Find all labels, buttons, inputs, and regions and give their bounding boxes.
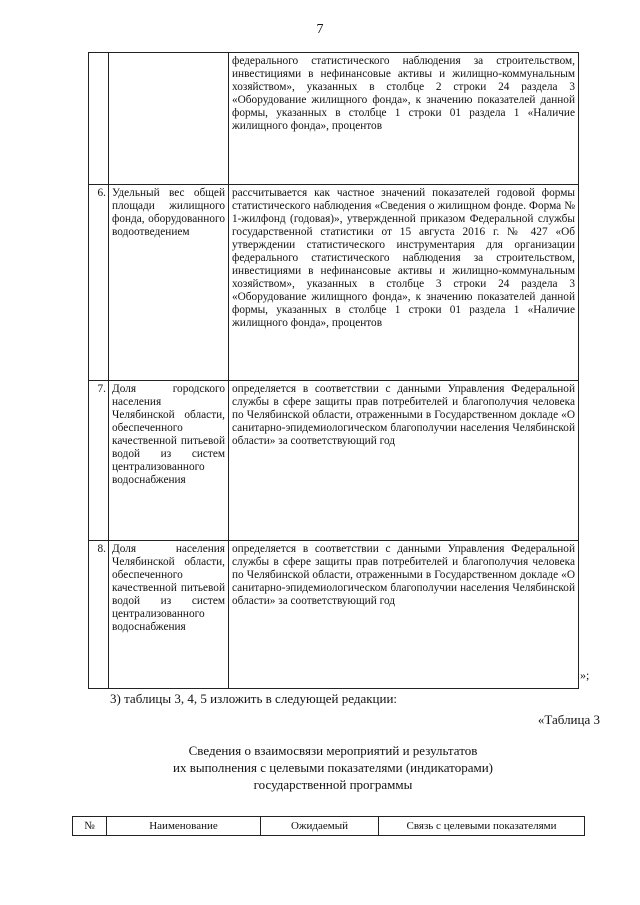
table-reference: «Таблица 3 bbox=[537, 712, 600, 727]
row-number bbox=[89, 53, 109, 185]
header-cell-name: Наименование bbox=[107, 817, 261, 836]
table-row bbox=[89, 381, 579, 541]
header-cell-number: № bbox=[73, 817, 107, 836]
section-title-line: государственной программы bbox=[253, 777, 413, 792]
section-title bbox=[88, 742, 578, 793]
table-row bbox=[89, 53, 579, 185]
indicator-description: федерального статистического наблюдения за строительством, инвестициями в нефинансовые активы и жилищно-коммунальным хозяйством», указанных в столбце 2 строки 24 раздела 3 «Оборудование жилищного фонда», к значению показателей данной формы, указанных в столбце 1 строки 01 раздела 1 «Наличие жилищного фонда», процентов bbox=[229, 53, 579, 185]
header-cell-link: Связь с целевыми показателями bbox=[379, 817, 585, 836]
section-title-line: их выполнения с целевыми показателями (индикаторами) bbox=[173, 760, 493, 775]
measures-table-header bbox=[72, 816, 585, 836]
amendment-instruction: 3) таблицы 3, 4, 5 изложить в следующей редакции: bbox=[110, 691, 398, 706]
section-title-line: Сведения о взаимосвязи мероприятий и результатов bbox=[188, 743, 478, 758]
header-cell-expected: Ожидаемый bbox=[261, 817, 379, 836]
indicator-description: определяется в соответствии с данными Управления Федеральной службы в сфере защиты прав потребителей и благополучия человека по Челябинской области, отраженными в Государственном докладе «О санитарно-эпидемиологическом благополучии населения Челябинской области» за соответствующий год bbox=[229, 381, 579, 541]
indicator-name bbox=[109, 53, 229, 185]
indicator-description: рассчитывается как частное значений показателей годовой формы статистического наблюдения «Сведения о жилищном фонде. Форма № 1-жилфонд (годовая)», утвержденной приказом Федеральной службы государственной статистики от 15 августа 2016 г. № 427 «Об утверждении статистического инструментария для организации федерального статистического наблюдения за строительством, инвестициями в нефинансовые активы и жилищно-коммунальным хозяйством», указанных в столбце 3 строки 24 раздела 3 «Оборудование жилищного фонда», к значению показателей данной формы, указанных в столбце 1 строки 01 раздела 1 «Наличие жилищного фонда», процентов bbox=[229, 185, 579, 381]
row-number: 7. bbox=[89, 381, 109, 541]
indicator-description: определяется в соответствии с данными Управления Федеральной службы в сфере защиты прав потребителей и благополучия человека по Челябинской области, отраженными в Государственном докладе «О санитарно-эпидемиологическом благополучии населения Челябинской области» за соответствующий год bbox=[229, 541, 579, 689]
row-number: 8. bbox=[89, 541, 109, 689]
table-row bbox=[89, 185, 579, 381]
table-row bbox=[89, 541, 579, 689]
indicator-name: Доля городского населения Челябинской области, обеспеченного качественной питьевой водой из систем централизованного водоснабжения bbox=[109, 381, 229, 541]
row-number: 6. bbox=[89, 185, 109, 381]
indicator-name: Удельный вес общей площади жилищного фонда, оборудованного водоотведением bbox=[109, 185, 229, 381]
closing-quote: »; bbox=[580, 668, 590, 682]
page-number: 7 bbox=[316, 22, 324, 37]
indicator-name: Доля населения Челябинской области, обеспеченного качественной питьевой водой из систем централизованного водоснабжения bbox=[109, 541, 229, 689]
header-row bbox=[73, 817, 585, 836]
indicators-table bbox=[88, 52, 579, 689]
